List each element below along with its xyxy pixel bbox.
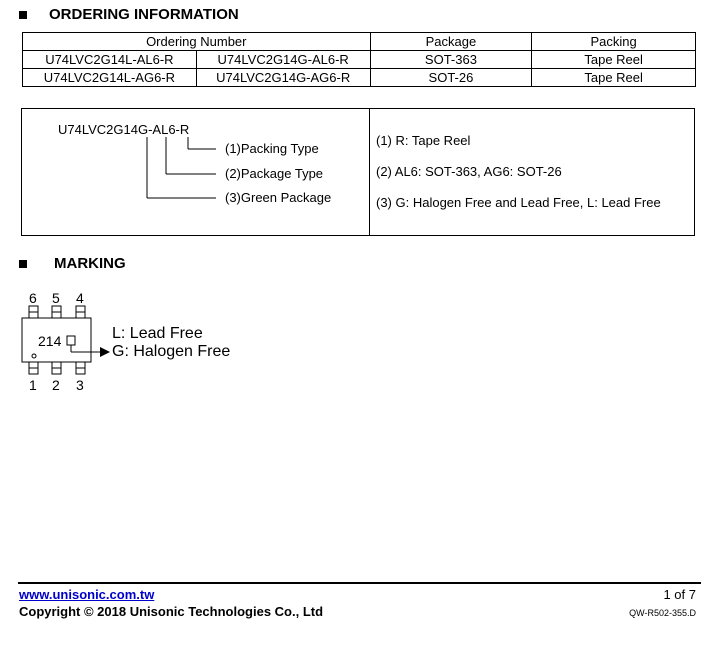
legend-label-green-package: (3)Green Package <box>225 190 332 205</box>
table-cell: U74LVC2G14L-AL6-R <box>23 51 197 69</box>
header-ordering-number: Ordering Number <box>23 33 371 51</box>
table-cell: U74LVC2G14L-AG6-R <box>23 69 197 87</box>
footer-website-link[interactable]: www.unisonic.com.tw <box>19 587 155 602</box>
ordering-section-title: ORDERING INFORMATION <box>49 6 239 23</box>
pin-number-5: 5 <box>52 290 60 306</box>
pin-number-2: 2 <box>52 377 60 393</box>
legend-label-package-type: (2)Package Type <box>225 166 324 181</box>
table-cell: U74LVC2G14G-AG6-R <box>196 69 370 87</box>
pin-number-6: 6 <box>29 290 37 306</box>
header-package: Package <box>370 33 532 51</box>
legend-desc-package: (2) AL6: SOT-363, AG6: SOT-26 <box>376 164 562 179</box>
footer-document-code: QW-R502-355.D <box>629 608 696 618</box>
table-cell: Tape Reel <box>532 69 696 87</box>
footer-divider <box>18 582 701 584</box>
legend-desc-packing: (1) R: Tape Reel <box>376 133 471 148</box>
chip-marking-code: 214 <box>38 333 62 349</box>
footer-copyright: Copyright © 2018 Unisonic Technologies Co., Ltd <box>19 604 324 619</box>
table-cell: Tape Reel <box>532 51 696 69</box>
marking-note-halogen-free: G: Halogen Free <box>112 343 231 360</box>
table-cell: SOT-26 <box>370 69 532 87</box>
legend-label-packing-type: (1)Packing Type <box>225 141 319 156</box>
table-cell: SOT-363 <box>370 51 532 69</box>
legend-desc-green: (3) G: Halogen Free and Lead Free, L: Lead Free <box>376 195 661 210</box>
table-cell: U74LVC2G14G-AL6-R <box>196 51 370 69</box>
pin-number-3: 3 <box>76 377 84 393</box>
marking-section-title: MARKING <box>54 255 126 272</box>
part-number-example: U74LVC2G14G-AL6-R <box>58 122 190 137</box>
footer-page-number: 1 of 7 <box>663 587 696 602</box>
marking-note-lead-free: L: Lead Free <box>112 325 203 342</box>
pin-number-1: 1 <box>29 377 37 393</box>
header-packing: Packing <box>532 33 696 51</box>
pin-number-4: 4 <box>76 290 84 306</box>
